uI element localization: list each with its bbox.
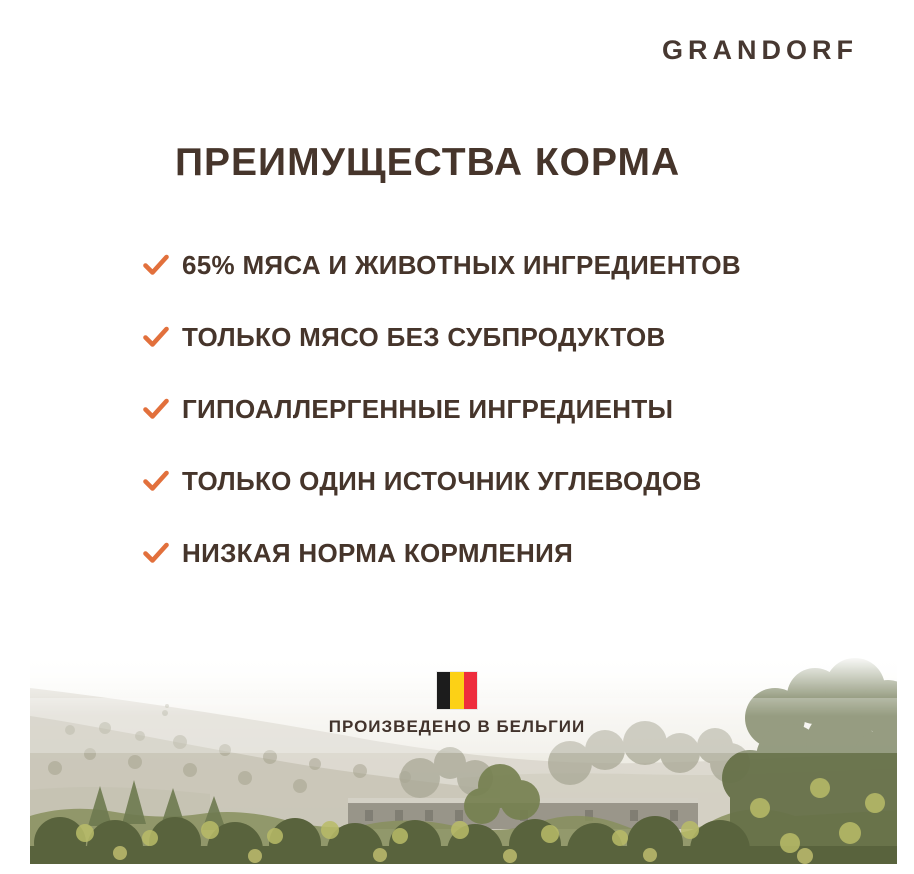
checkmark-icon bbox=[143, 470, 169, 492]
benefit-item bbox=[143, 395, 741, 423]
benefit-label: 65% МЯСА И ЖИВОТНЫХ ИНГРЕДИЕНТОВ bbox=[182, 249, 741, 280]
benefit-item bbox=[143, 251, 741, 279]
checkmark-icon bbox=[143, 326, 169, 348]
benefit-label: ГИПОАЛЛЕРГЕННЫЕ ИНГРЕДИЕНТЫ bbox=[182, 393, 674, 424]
benefit-item bbox=[143, 323, 741, 351]
brand-logo: GRANDORF bbox=[662, 35, 858, 65]
flag-stripe-yellow bbox=[450, 672, 463, 709]
benefit-label: НИЗКАЯ НОРМА КОРМЛЕНИЯ bbox=[182, 537, 574, 568]
page-title: ПРЕИМУЩЕСТВА КОРМА bbox=[175, 141, 681, 184]
origin-block bbox=[0, 672, 914, 737]
benefits-list bbox=[143, 251, 741, 567]
checkmark-icon bbox=[143, 542, 169, 564]
origin-label: ПРОИЗВЕДЕНО В БЕЛЬГИИ bbox=[328, 717, 586, 736]
flag-stripe-red bbox=[464, 672, 477, 709]
belgium-flag-icon bbox=[437, 672, 477, 709]
benefit-item bbox=[143, 539, 741, 567]
benefit-item bbox=[143, 467, 741, 495]
benefit-label: ТОЛЬКО МЯСО БЕЗ СУБПРОДУКТОВ bbox=[182, 321, 666, 352]
flag-stripe-black bbox=[437, 672, 450, 709]
checkmark-icon bbox=[143, 398, 169, 420]
benefit-label: ТОЛЬКО ОДИН ИСТОЧНИК УГЛЕВОДОВ bbox=[182, 465, 702, 496]
checkmark-icon bbox=[143, 254, 169, 276]
